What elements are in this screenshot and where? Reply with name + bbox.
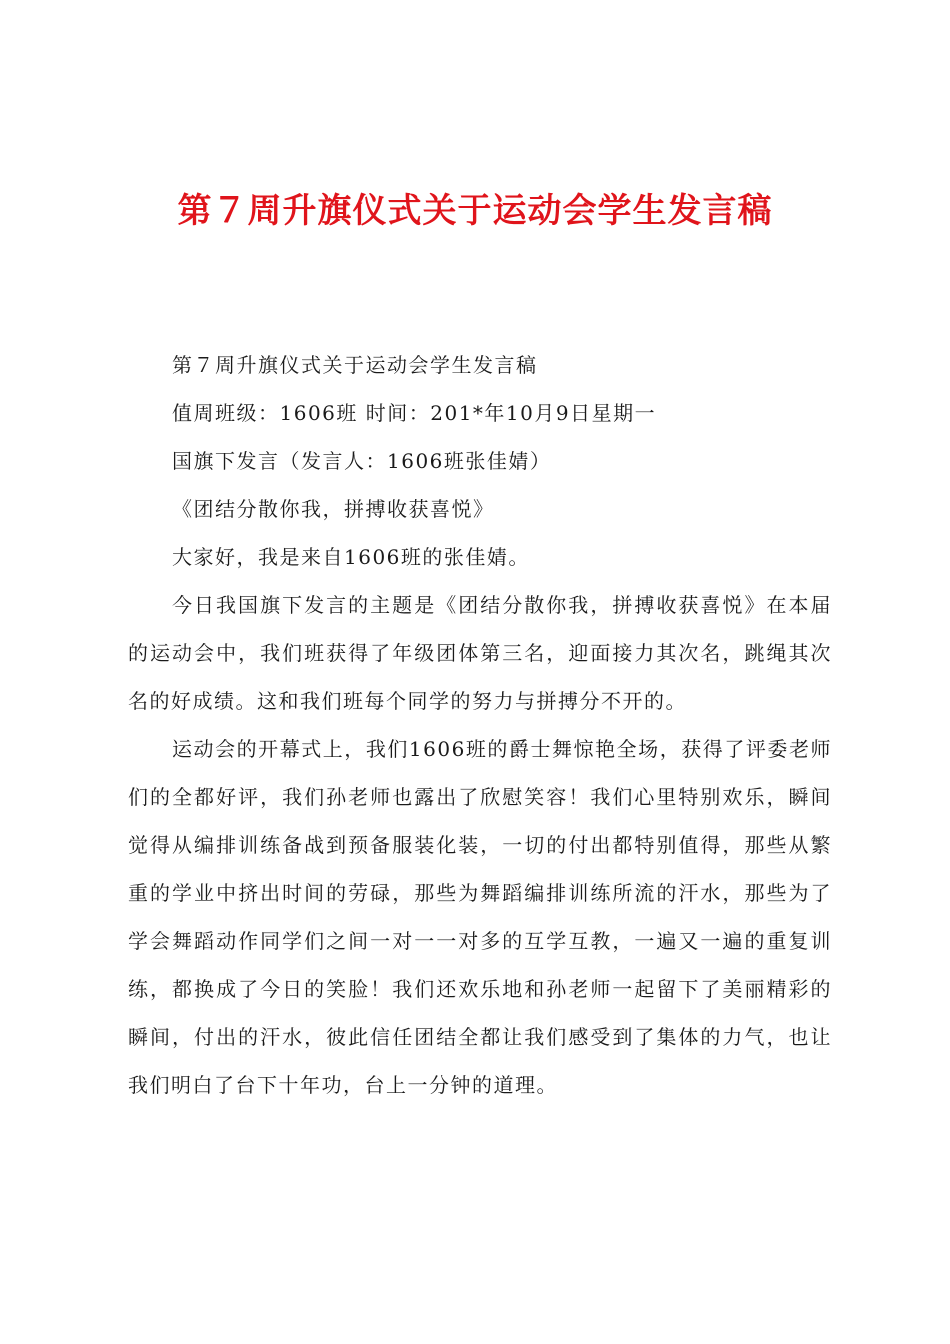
subtitle-line: 第７周升旗仪式关于运动会学生发言稿 <box>172 353 538 377</box>
speaker-line: 国旗下发言（发言人：1606班张佳婧） <box>172 449 552 473</box>
document-title: 第７周升旗仪式关于运动会学生发言稿 <box>177 191 773 231</box>
paragraph-theme: 今日我国旗下发言的主题是《团结分散你我，拼搏收获喜悦》在本届的运动会中，我们班获得了年级团体第三名，迎面接力其次名，跳绳其次名的好成绩。这和我们班每个同学的努力与拼搏分不开的。 <box>128 593 832 713</box>
document-body <box>128 341 832 1109</box>
greeting-line: 大家好，我是来自1606班的张佳婧。 <box>172 545 530 569</box>
duty-class-line: 值周班级：1606班 时间：201*年10月9日星期一 <box>172 401 657 425</box>
paragraph-opening-ceremony: 运动会的开幕式上，我们1606班的爵士舞惊艳全场，获得了评委老师们的全都好评，我们孙老师也露出了欣慰笑容！我们心里特别欢乐，瞬间觉得从编排训练备战到预备服装化装，一切的付出都特别值得，那些从繁重的学业中挤出时间的劳碌，那些为舞蹈编排训练所流的汗水，那些为了学会舞蹈动作同学们之间一对一一对多的互学互教，一遍又一遍的重复训练，都换成了今日的笑脸！我们还欢乐地和孙老师一起留下了美丽精彩的瞬间，付出的汗水，彼此信任团结全都让我们感受到了集体的力气，也让我们明白了台下十年功，台上一分钟的道理。 <box>128 737 832 1097</box>
speech-title-line: 《团结分散你我，拼搏收获喜悦》 <box>172 497 495 521</box>
